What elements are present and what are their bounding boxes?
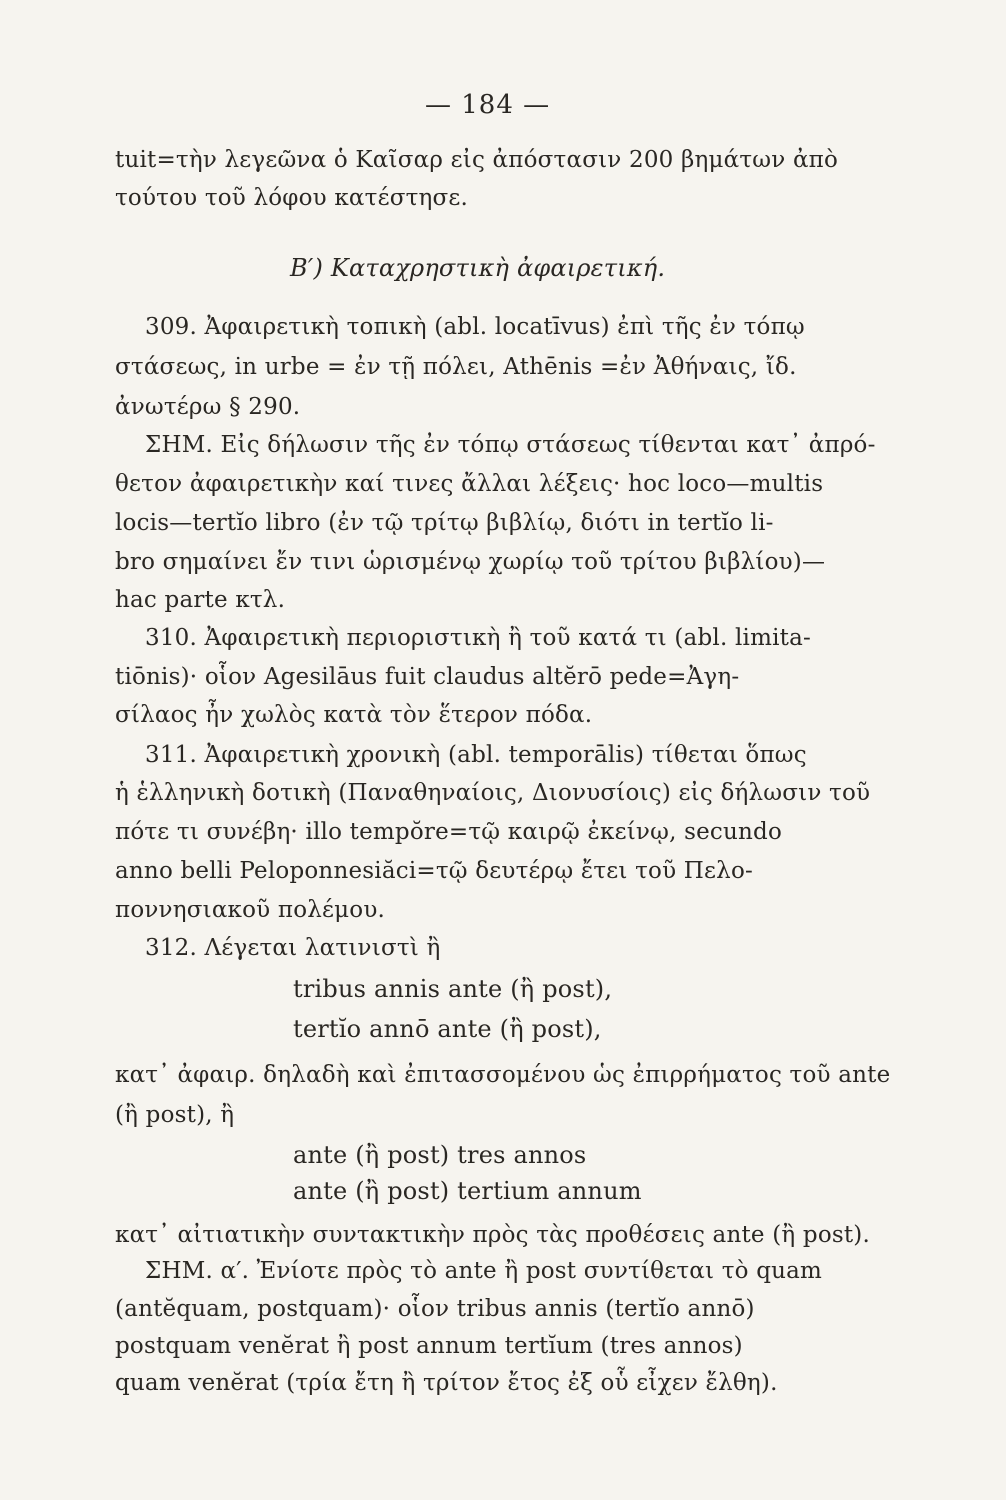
text-line: πότε τι συνέβη· illo tempŏre=τῷ καιρῷ ἐκείνῳ, secundo — [115, 819, 782, 845]
text-line: 311. Ἀφαιρετικὴ χρονικὴ (abl. temporālis) τίθεται ὅπως — [145, 742, 807, 768]
text-line: ΣΗΜ. α′. Ἐνίοτε πρὸς τὸ ante ἢ post συντίθεται τὸ quam — [145, 1258, 823, 1284]
text-line: 310. Ἀφαιρετικὴ περιοριστικὴ ἢ τοῦ κατά τι (abl. limita- — [145, 625, 811, 651]
text-line: tertĭo annō ante (ἢ post), — [293, 1015, 602, 1043]
text-line: (antĕquam, postquam)· οἷον tribus annis (tertĭo annō) — [115, 1296, 755, 1322]
text-line: 312. Λέγεται λατινιστὶ ἢ — [145, 935, 441, 961]
text-line: ποννησιακοῦ πολέμου. — [115, 897, 386, 923]
text-line: quam venĕrat (τρία ἔτη ἢ τρίτον ἔτος ἐξ οὗ εἶχεν ἔλθη). — [115, 1370, 778, 1396]
text-line: κατ᾽ ἀφαιρ. δηλαδὴ καὶ ἐπιτασσομένου ὡς ἐπιρρήματος τοῦ ante — [115, 1062, 891, 1088]
text-line: postquam venĕrat ἢ post annum tertĭum (tres annos) — [115, 1333, 743, 1359]
text-line: 309. Ἀφαιρετικὴ τοπικὴ (abl. locatīvus) ἐπὶ τῆς ἐν τόπῳ — [145, 314, 805, 340]
text-line: tuit=τὴν λεγεῶνα ὁ Καῖσαρ εἰς ἀπόστασιν 200 βημάτων ἀπὸ — [115, 147, 839, 173]
text-line: tribus annis ante (ἢ post), — [293, 975, 613, 1003]
text-line: hac parte κτλ. — [115, 587, 286, 613]
text-line: locis—tertĭo libro (ἐν τῷ τρίτῳ βιβλίῳ, διότι in tertĭo li- — [115, 510, 774, 536]
text-line: ante (ἢ post) tres annos — [293, 1141, 587, 1169]
text-line: τούτου τοῦ λόφου κατέστησε. — [115, 185, 469, 211]
text-line: θετον ἀφαιρετικὴν καί τινες ἄλλαι λέξεις· hoc loco—multis — [115, 471, 824, 497]
text-line: στάσεως, in urbe = ἐν τῇ πόλει, Athēnis =ἐν Ἀθήναις, ἴδ. — [115, 354, 797, 380]
text-line: (ἢ post), ἢ — [115, 1102, 235, 1128]
section-heading: Β′) Καταχρηστικὴ ἀφαιρετική. — [290, 254, 666, 282]
text-line: ante (ἢ post) tertium annum — [293, 1177, 642, 1205]
page-number: — 184 — — [425, 90, 551, 120]
text-line: κατ᾽ αἰτιατικὴν συντακτικὴν πρὸς τὰς προθέσεις ante (ἢ post). — [115, 1222, 870, 1248]
text-line: ΣΗΜ. Εἰς δήλωσιν τῆς ἐν τόπῳ στάσεως τίθενται κατ᾽ ἀπρό- — [145, 432, 876, 458]
text-line: σίλαος ἦν χωλὸς κατὰ τὸν ἕτερον πόδα. — [115, 702, 593, 728]
text-line: ἀνωτέρω § 290. — [115, 394, 301, 420]
text-line: bro σημαίνει ἔν τινι ὡρισμένῳ χωρίῳ τοῦ τρίτου βιβλίου)— — [115, 549, 826, 575]
text-line: anno belli Peloponnesiăci=τῷ δευτέρῳ ἔτει τοῦ Πελο- — [115, 858, 753, 884]
text-line: ἡ ἑλληνικὴ δοτικὴ (Παναθηναίοις, Διονυσίοις) εἰς δήλωσιν τοῦ — [115, 780, 871, 806]
text-line: tiōnis)· οἷον Agesilāus fuit claudus altĕrō pede=Ἀγη- — [115, 664, 740, 690]
